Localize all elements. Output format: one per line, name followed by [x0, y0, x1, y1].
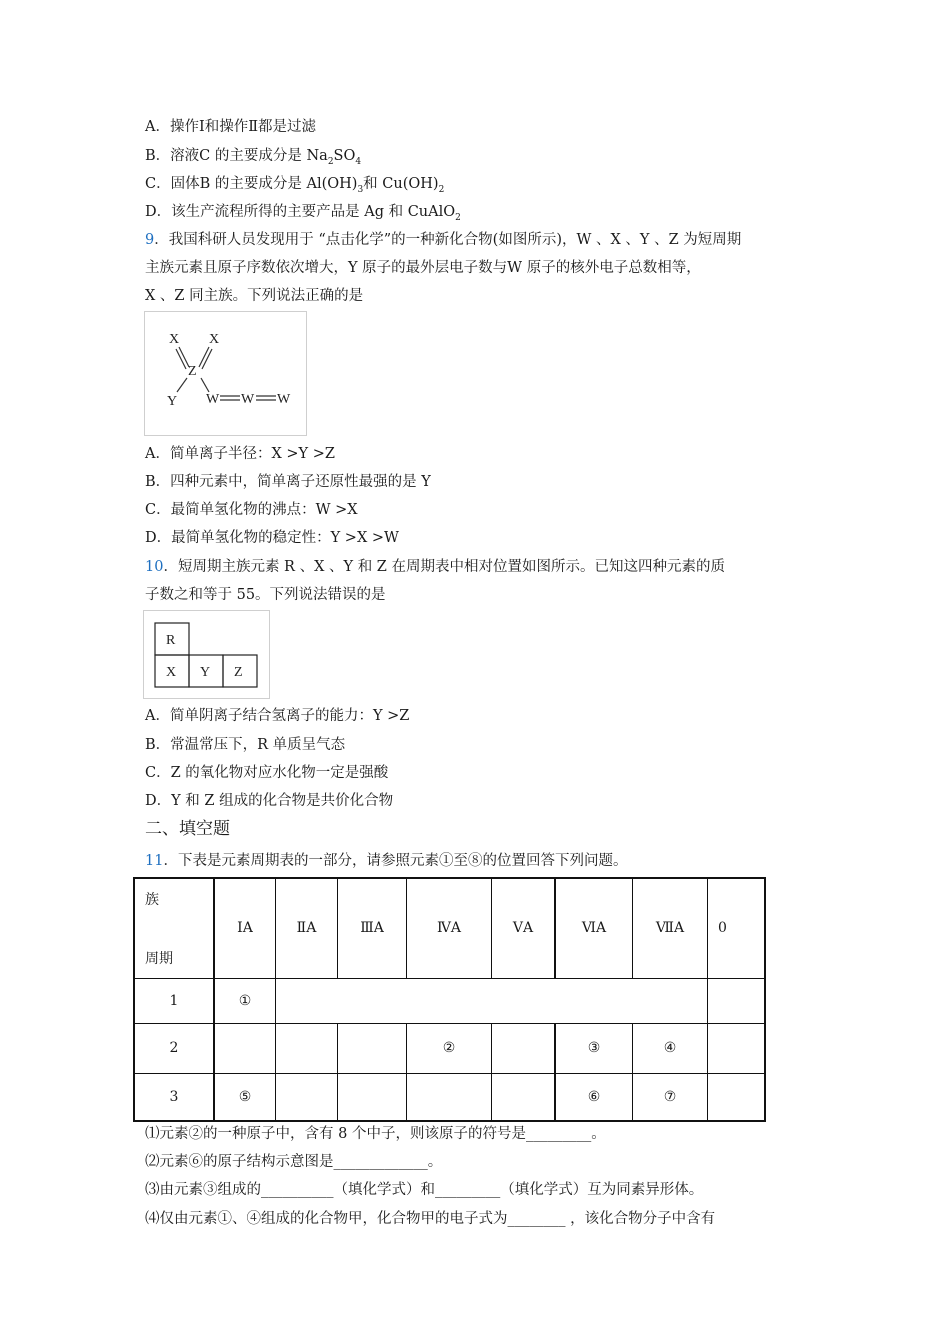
q8-option-c: C．固体B 的主要成分是 $Al(OH)_3$和 $Cu(OH)_2$ — [145, 176, 445, 195]
cell-3-7: ⑦ — [633, 1073, 708, 1121]
q10-option-d: D．Y 和 Z 组成的化合物是共价化合物 — [145, 793, 394, 809]
table-corner-cell — [134, 878, 214, 978]
periodic-table-fragment — [133, 877, 766, 1122]
q11-sub-question-1: ⑴元素②的一种原子中，含有 8 个中子，则该原子的符号是_________。 — [145, 1126, 606, 1142]
group-header-2: ⅡA — [276, 878, 338, 978]
atom-w-1: W — [206, 392, 220, 407]
period-label-2: 2 — [134, 1023, 214, 1073]
q10-position-grid — [144, 611, 269, 698]
cell-2-3 — [338, 1023, 407, 1073]
q11-number: 11 — [145, 853, 164, 869]
cell-3-3 — [338, 1073, 407, 1121]
atom-y: Y — [167, 394, 178, 409]
atom-z: Z — [188, 364, 197, 379]
q10-option-b: B．常温常压下，R 单质呈气态 — [145, 737, 346, 753]
cell-3-4 — [407, 1073, 492, 1121]
group-header-4: ⅣA — [407, 878, 492, 978]
cell-2-5 — [492, 1023, 556, 1073]
table-row-period-2 — [134, 1023, 765, 1073]
q11-sub-question-2: ⑵元素⑥的原子结构示意图是_____________。 — [145, 1154, 443, 1170]
header-group-label: 族 — [145, 892, 159, 908]
q11-sub-question-3: ⑶由元素③组成的__________（填化学式）和_________（填化学式）互为同素异形体。 — [145, 1182, 704, 1198]
q8-option-d: D．该生产流程所得的主要产品是 Ag 和 CuAlO$_2$ — [145, 204, 461, 223]
q10-stem-line2: 子数之和等于 55。下列说法错误的是 — [145, 587, 386, 603]
atom-x-left: X — [169, 332, 180, 347]
table-row-period-3 — [134, 1073, 765, 1121]
q9-number: 9 — [145, 232, 155, 248]
cell-2-8 — [708, 1023, 766, 1073]
bond-z-y — [177, 378, 187, 392]
q9-stem-line3: X 、Z 同主族。下列说法正确的是 — [145, 288, 364, 304]
cell-2-4: ② — [407, 1023, 492, 1073]
cell-2-6: ③ — [555, 1023, 633, 1073]
cell-1-gap — [276, 978, 708, 1023]
q11-sub-question-4: ⑷仅由元素①、④组成的化合物甲，化合物甲的电子式为________ ，该化合物分子中含有 — [145, 1211, 716, 1227]
group-header-1: ⅠA — [214, 878, 276, 978]
q9-structure-diagram — [145, 312, 306, 435]
cell-1-1: ① — [214, 978, 276, 1023]
q9-stem-line2: 主族元素且原子序数依次增大，Y 原子的最外层电子数与W 原子的核外电子总数相等， — [145, 260, 701, 276]
cell-3-8 — [708, 1073, 766, 1121]
cell-3-5 — [492, 1073, 556, 1121]
header-period-label: 周期 — [145, 951, 173, 967]
cell-2-7: ④ — [633, 1023, 708, 1073]
atom-x-right: X — [209, 332, 220, 347]
section-fill-in-blank-heading: 二、填空题 — [145, 819, 230, 839]
q10-option-a: A．简单阴离子结合氢离子的能力：Y >Z — [145, 708, 410, 724]
cell-3-2 — [276, 1073, 338, 1121]
cell-r-label: R — [166, 633, 176, 648]
bond-z-w — [201, 378, 209, 392]
group-header-3: ⅢA — [338, 878, 407, 978]
cell-1-8 — [708, 978, 766, 1023]
q9-option-b: B．四种元素中，简单离子还原性最强的是 Y — [145, 474, 431, 490]
q9-option-c: C．最简单氢化物的沸点：W >X — [145, 502, 358, 518]
table-header-row — [134, 878, 765, 978]
q10-option-c: C．Z 的氧化物对应水化物一定是强酸 — [145, 765, 389, 781]
period-label-1: 1 — [134, 978, 214, 1023]
cell-3-6: ⑥ — [555, 1073, 633, 1121]
q9-option-d: D．最简单氢化物的稳定性：Y >X >W — [145, 530, 399, 546]
cell-3-1: ⑤ — [214, 1073, 276, 1121]
q10-number: 10 — [145, 559, 164, 575]
cell-x-label: X — [166, 665, 177, 680]
q8-option-b: B．溶液C 的主要成分是 $Na_2SO_4$ — [145, 148, 362, 167]
q9-option-a: A．简单离子半径：X >Y >Z — [145, 446, 335, 462]
atom-w-2: W — [241, 392, 255, 407]
q10-stem-line1: 10．短周期主族元素 R 、X 、Y 和 Z 在周期表中相对位置如图所示。已知这四种元素的质 — [145, 559, 725, 575]
cell-2-2 — [276, 1023, 338, 1073]
q9-stem-line1: 9．我国科研人员发现用于 “点击化学”的一种新化合物(如图所示)，W 、X 、Y 、Z 为短周期 — [145, 232, 742, 248]
q8-option-a: A．操作Ⅰ和操作Ⅱ都是过滤 — [145, 119, 317, 135]
atom-w-3: W — [277, 392, 291, 407]
q10-position-figure — [143, 610, 270, 699]
q11-stem: 11．下表是元素周期表的一部分，请参照元素①至⑧的位置回答下列问题。 — [145, 853, 628, 869]
cell-y-label: Y — [200, 665, 211, 680]
table-row-period-1 — [134, 978, 765, 1023]
cell-2-1 — [214, 1023, 276, 1073]
period-label-3: 3 — [134, 1073, 214, 1121]
cell-z-label: Z — [234, 665, 243, 680]
group-header-0: 0 — [708, 878, 766, 978]
q9-structure-figure — [144, 311, 307, 436]
group-header-7: ⅦA — [633, 878, 708, 978]
group-header-6: ⅥA — [555, 878, 633, 978]
group-header-5: ⅤA — [492, 878, 556, 978]
